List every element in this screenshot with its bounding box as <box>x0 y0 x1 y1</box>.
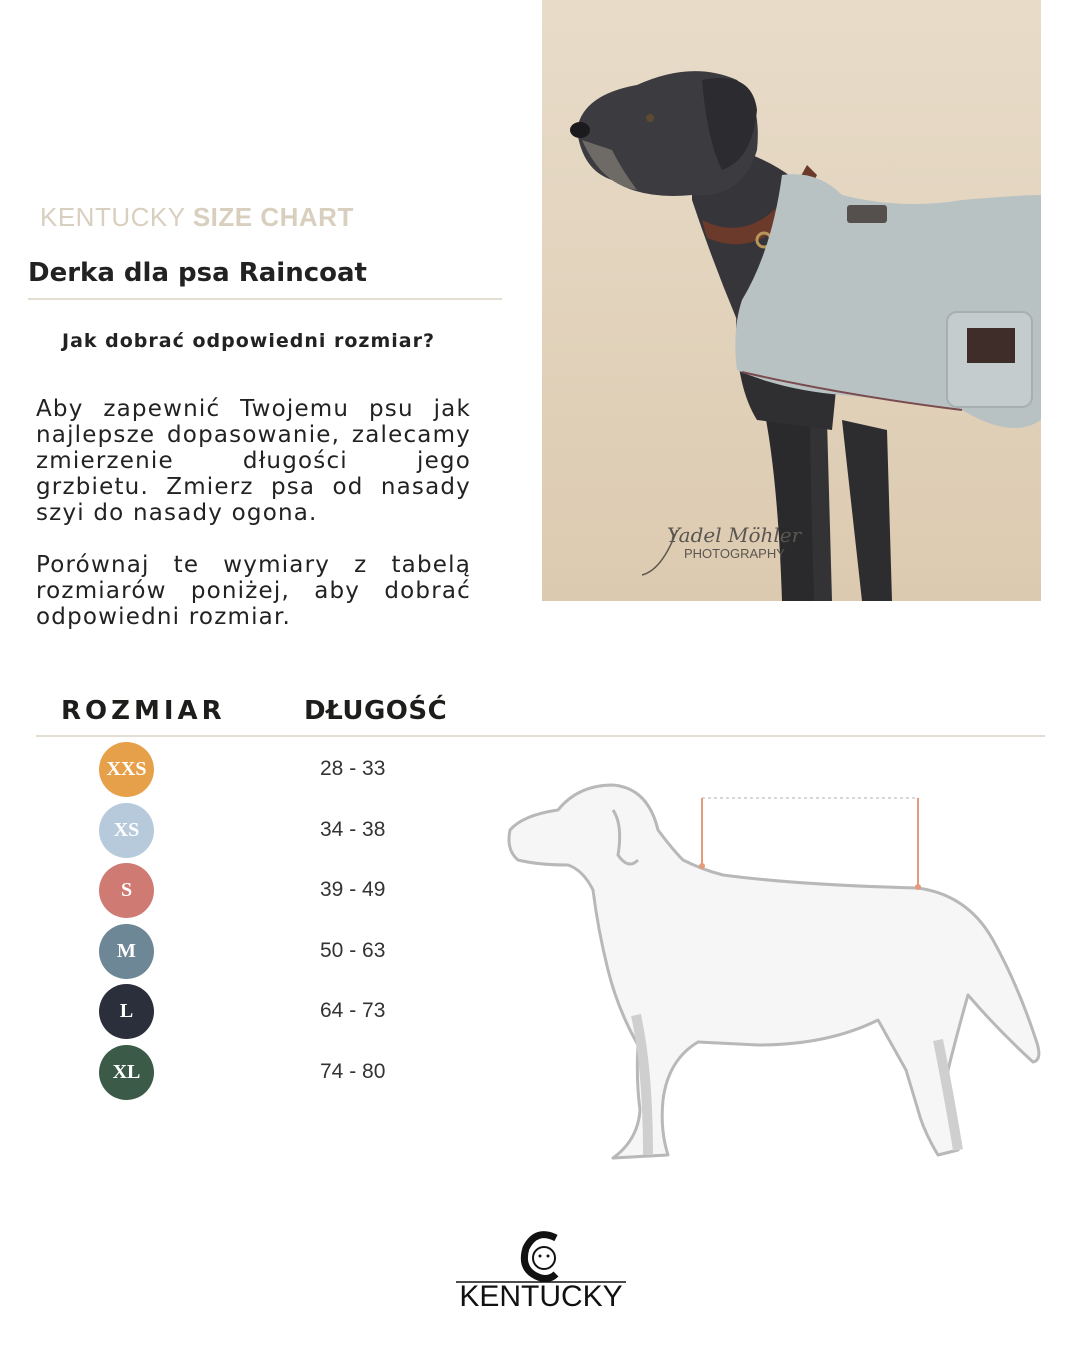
kentucky-dog-logo-icon <box>456 1230 626 1285</box>
size-badge: XXS <box>99 742 154 797</box>
logo-text: KENTUCKY <box>459 1280 623 1313</box>
length-value: 34 - 38 <box>320 817 386 841</box>
brand-heading <box>40 202 354 233</box>
column-header-length: DŁUGOŚĆ <box>304 696 448 726</box>
size-badge: M <box>99 924 154 979</box>
compare-paragraph: Porównaj te wymiary z tabelą rozmiarów poniżej, aby dobrać odpowiedni rozmiar. <box>36 552 471 630</box>
table-row <box>0 1045 480 1105</box>
size-badge: XS <box>99 803 154 858</box>
title-divider <box>28 298 502 300</box>
dog-outline-icon <box>498 770 1048 1174</box>
kentucky-logo <box>456 1230 626 1320</box>
size-badge: L <box>99 984 154 1039</box>
table-row <box>0 742 480 802</box>
watermark-label: PHOTOGRAPHY <box>684 546 785 561</box>
page-title: Derka dla psa Raincoat <box>28 258 367 288</box>
length-value: 39 - 49 <box>320 878 386 901</box>
table-divider <box>36 735 1045 737</box>
size-badge: S <box>99 863 154 918</box>
size-badge: XL <box>99 1045 154 1100</box>
brand-light: KENTUCKY <box>40 202 186 232</box>
product-photo <box>542 0 1041 601</box>
table-row <box>0 803 480 863</box>
table-row <box>0 924 480 984</box>
table-row <box>0 984 480 1044</box>
length-value: 28 - 33 <box>320 757 386 780</box>
length-value: 50 - 63 <box>320 938 386 962</box>
section-question: Jak dobrać odpowiedni rozmiar? <box>62 330 435 352</box>
intro-paragraph: Aby zapewnić Twojemu psu jak najlepsze dopasowanie, zalecamy zmierzenie długości jego grzbietu. Zmierz psa od nasady szyi do nasady ogona. <box>36 396 471 526</box>
length-value: 64 - 73 <box>320 999 386 1022</box>
brand-bold: SIZE CHART <box>192 202 354 232</box>
column-header-size: ROZMIAR <box>61 696 226 726</box>
length-value: 74 - 80 <box>320 1059 386 1083</box>
watermark-signature: Yadel Möhler <box>667 523 802 547</box>
table-row <box>0 863 480 923</box>
